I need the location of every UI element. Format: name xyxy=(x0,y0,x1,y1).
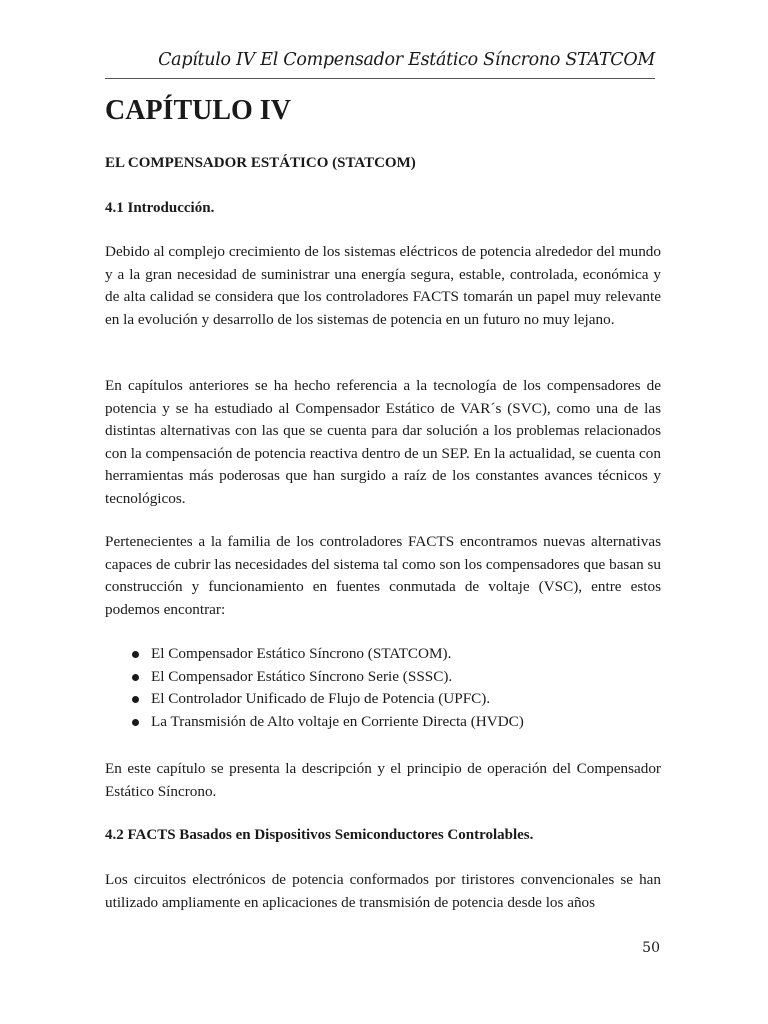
intro-paragraph-2: En capítulos anteriores se ha hecho referencia a la tecnología de los compensadores de potencia y se ha estudiado al Compensador Estático de VAR´s (SVC), como una de las distintas alternativas con las que se cuenta para dar solución a los problemas relacionados con la compensación de potencia reactiva dentro de un SEP. En la actualidad, se cuenta con herramientas más poderosas que han surgido a raíz de los constantes avances técnicos y tecnológicos. xyxy=(105,377,661,507)
intro-paragraph-1: Debido al complejo crecimiento de los sistemas eléctricos de potencia alrededor del mundo y a la gran necesidad de suministrar una energía segura, estable, controlada, económica y de alta calidad se considera que los controladores FACTS tomarán un papel muy relevante en la evolución y desarrollo de los sistemas de potencia en un futuro no muy lejano. xyxy=(105,243,661,328)
intro-paragraph-4: En este capítulo se presenta la descripción y el principio de operación del Compensador Estático Síncrono. xyxy=(105,760,661,800)
list-item-text: La Transmisión de Alto voltaje en Corriente Directa (HVDC) xyxy=(151,712,524,730)
list-item xyxy=(105,688,661,711)
intro-heading: 4.1 Introducción. xyxy=(105,200,215,216)
running-header: Capítulo IV El Compensador Estático Síncrono STATCOM xyxy=(158,50,655,70)
bullet-icon xyxy=(132,719,139,726)
bullet-icon xyxy=(132,696,139,703)
list-item xyxy=(105,666,661,689)
page-number: 50 xyxy=(642,940,660,956)
section-title: EL COMPENSADOR ESTÁTICO (STATCOM) xyxy=(105,155,416,171)
list-item-text: El Compensador Estático Síncrono (STATCOM). xyxy=(151,645,452,662)
list-item xyxy=(105,643,661,666)
facts-paragraph-1: Los circuitos electrónicos de potencia conformados por tiristores convencionales se han utilizado ampliamente en aplicaciones de transmisión de potencia desde los años xyxy=(105,871,661,911)
list-item xyxy=(105,711,661,734)
list-item-text: El Compensador Estático Síncrono Serie (SSSC). xyxy=(151,667,453,685)
chapter-title: CAPÍTULO IV xyxy=(105,95,291,126)
facts-heading: 4.2 FACTS Basados en Dispositivos Semiconductores Controlables. xyxy=(105,827,534,843)
bullet-icon xyxy=(132,674,139,681)
intro-paragraph-3: Pertenecientes a la familia de los controladores FACTS encontramos nuevas alternativas capaces de cubrir las necesidades del sistema tal como son los compensadores que basan su construcción y funcionamiento en fuentes conmutada de voltaje (VSC), entre estos podemos encontrar: xyxy=(105,533,661,618)
header-divider xyxy=(105,78,655,79)
bullet-icon xyxy=(132,651,139,658)
compensator-list xyxy=(105,643,661,733)
list-item-text: El Controlador Unificado de Flujo de Potencia (UPFC). xyxy=(151,690,491,707)
